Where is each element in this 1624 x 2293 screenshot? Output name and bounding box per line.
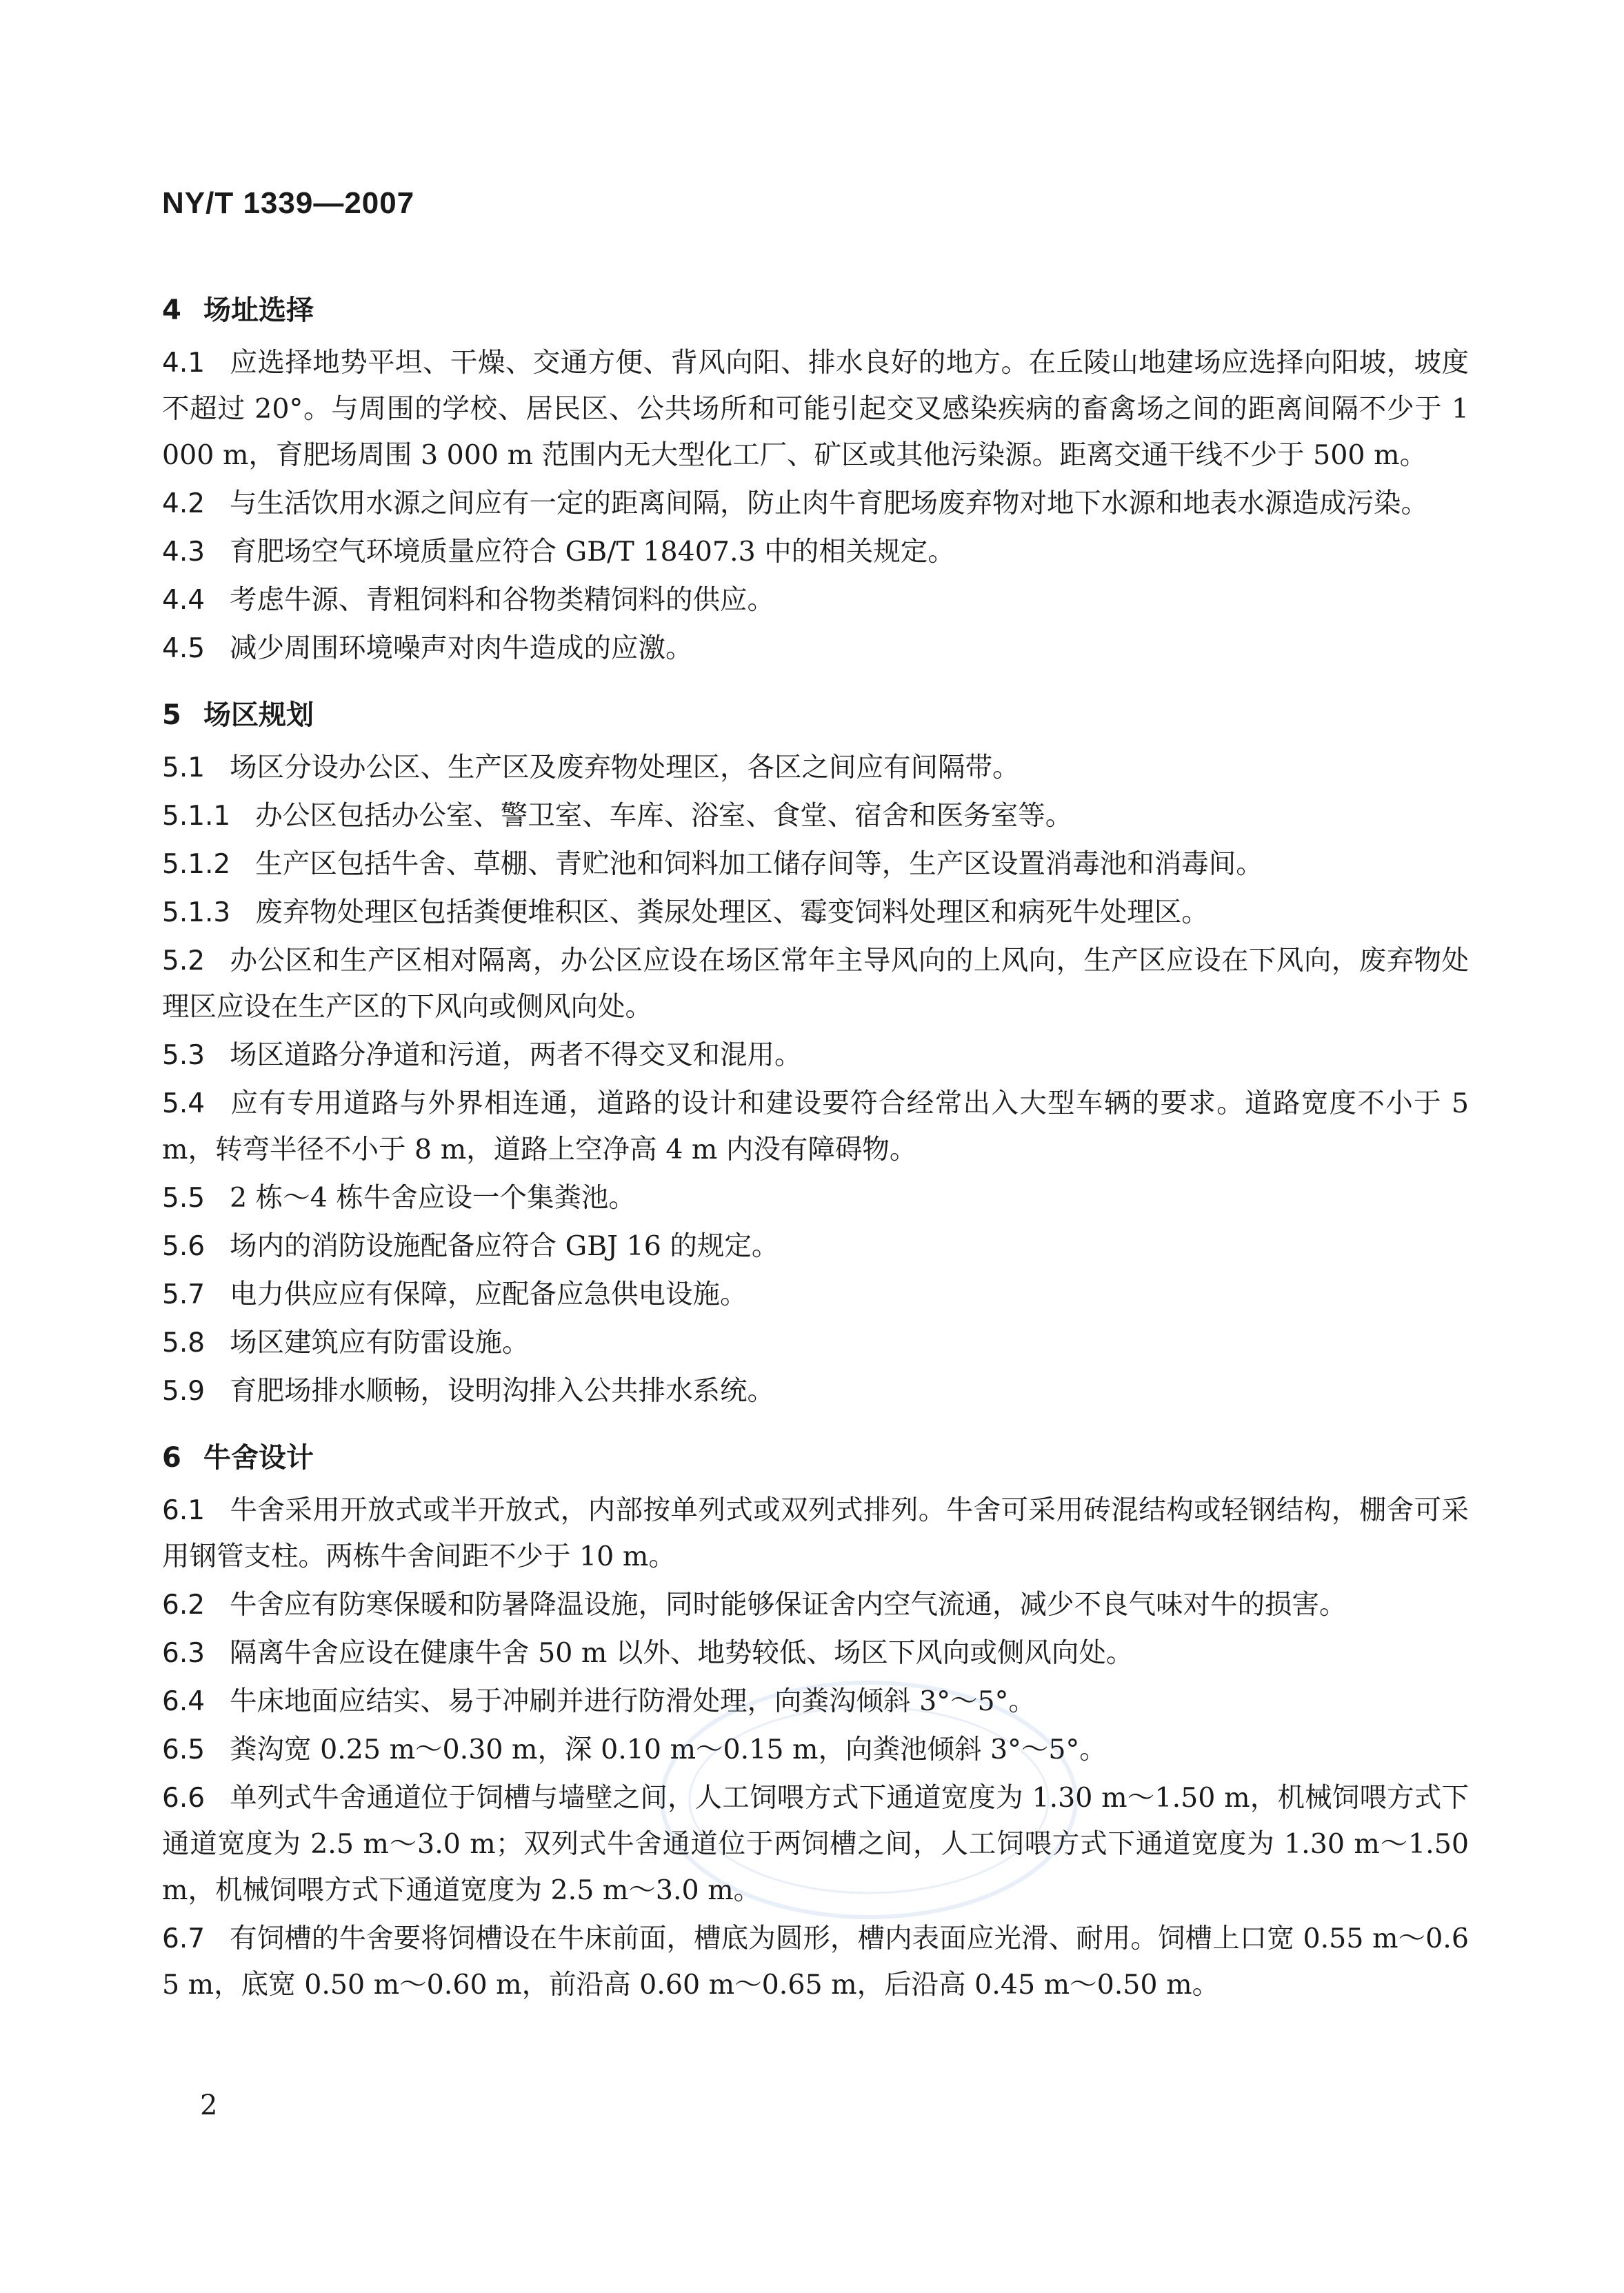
clause-text: 有饲槽的牛舍要将饲槽设在牛床前面，槽底为圆形，槽内表面应光滑、耐用。饲槽上口宽 0.55 m～0.65 m，底宽 0.50 m～0.60 m，前沿高 0.60 m～0.65 m，后沿高 0.45 m～0.50 m。: [162, 1923, 1469, 2001]
clause-number: 4.1: [162, 348, 205, 379]
clause-text: 牛舍采用开放式或半开放式，内部按单列式或双列式排列。牛舍可采用砖混结构或轻钢结构，棚舍可采用钢管支柱。两栋牛舍间距不少于 10 m。: [162, 1494, 1469, 1572]
clause-number: 5.8: [162, 1328, 205, 1359]
clause-text: 应有专用道路与外界相连通，道路的设计和建设要符合经常出入大型车辆的要求。道路宽度不小于 5 m，转弯半径不小于 8 m，道路上空净高 4 m 内没有障碍物。: [162, 1088, 1469, 1165]
clause-text: 牛舍应有防寒保暖和防暑降温设施，同时能够保证舍内空气流通，减少不良气味对牛的损害。: [230, 1589, 1347, 1621]
clause-number: 5.1.1: [162, 801, 231, 832]
section-title: 牛舍设计: [203, 1442, 314, 1474]
clause-text: 2 栋～4 栋牛舍应设一个集粪池。: [230, 1182, 636, 1214]
clause-number: 5.1: [162, 752, 205, 783]
clause-5-2: [162, 938, 1469, 1030]
clause-6-5: [162, 1727, 1469, 1773]
clause-number: 6.7: [162, 1923, 205, 1954]
section-title: 场址选择: [203, 294, 314, 326]
clause-text: 牛床地面应结实、易于冲刷并进行防滑处理，向粪沟倾斜 3°～5°。: [230, 1685, 1036, 1717]
document-body: [162, 286, 1469, 2010]
clause-6-1: [162, 1488, 1469, 1580]
clause-text: 与生活饮用水源之间应有一定的距离间隔，防止肉牛育肥场废弃物对地下水源和地表水源造成污染。: [230, 488, 1429, 519]
clause-text: 育肥场空气环境质量应符合 GB/T 18407.3 中的相关规定。: [230, 536, 955, 568]
clause-text: 单列式牛舍通道位于饲槽与墙壁之间，人工饲喂方式下通道宽度为 1.30 m～1.50 m，机械饲喂方式下通道宽度为 2.5 m～3.0 m；双列式牛舍通道位于两饲槽之间，人工饲喂方式下通道宽度为 1.30 m～1.50 m，机械饲喂方式下通道宽度为 2.5 m～3.0 m。: [162, 1782, 1469, 1906]
clause-5-1: [162, 745, 1469, 791]
clause-text: 电力供应应有保障，应配备应急供电设施。: [230, 1279, 748, 1310]
clause-number: 6.3: [162, 1638, 205, 1669]
clause-number: 4.3: [162, 537, 205, 568]
clause-number: 4.2: [162, 488, 205, 519]
clause-5-8: [162, 1320, 1469, 1366]
section-heading-6: [162, 1434, 1469, 1482]
section-heading-5: [162, 691, 1469, 739]
clause-text: 场区分设办公区、生产区及废弃物处理区，各区之间应有间隔带。: [230, 752, 1020, 783]
clause-6-7: [162, 1916, 1469, 2008]
clause-number: 6.6: [162, 1783, 205, 1814]
section-number: 4: [162, 294, 181, 326]
clause-text: 粪沟宽 0.25 m～0.30 m，深 0.10 m～0.15 m，向粪池倾斜 3°～5°。: [230, 1734, 1107, 1765]
clause-text: 办公区和生产区相对隔离，办公区应设在场区常年主导风向的上风向，生产区应设在下风向，废弃物处理区应设在生产区的下风向或侧风向处。: [162, 945, 1469, 1023]
clause-4-3: [162, 529, 1469, 575]
clause-text: 减少周围环境噪声对肉牛造成的应激。: [230, 632, 693, 664]
clause-number: 6.5: [162, 1734, 205, 1765]
clause-5-1-3: [162, 890, 1469, 936]
clause-number: 6.4: [162, 1686, 205, 1717]
clause-number: 5.5: [162, 1183, 205, 1214]
clause-text: 场内的消防设施配备应符合 GBJ 16 的规定。: [230, 1230, 779, 1262]
clause-5-6: [162, 1223, 1469, 1270]
clause-number: 5.3: [162, 1040, 205, 1071]
clause-number: 5.7: [162, 1279, 205, 1310]
clause-5-4: [162, 1081, 1469, 1173]
clause-5-1-1: [162, 793, 1469, 839]
section-number: 5: [162, 699, 181, 731]
section-heading-4: [162, 286, 1469, 334]
clause-number: 4.5: [162, 633, 205, 664]
clause-6-6: [162, 1775, 1469, 1914]
clause-6-4: [162, 1679, 1469, 1725]
standard-code: NY/T 1339—2007: [162, 186, 415, 220]
clause-text: 场区道路分净道和污道，两者不得交叉和混用。: [230, 1039, 802, 1071]
clause-number: 5.4: [162, 1088, 205, 1119]
page-number: 2: [200, 2090, 218, 2121]
clause-4-4: [162, 577, 1469, 623]
clause-6-3: [162, 1630, 1469, 1676]
clause-5-1-2: [162, 841, 1469, 888]
clause-4-2: [162, 481, 1469, 527]
clause-number: 5.9: [162, 1376, 205, 1407]
clause-5-3: [162, 1032, 1469, 1079]
clause-text: 育肥场排水顺畅，设明沟排入公共排水系统。: [230, 1375, 775, 1407]
clause-text: 隔离牛舍应设在健康牛舍 50 m 以外、地势较低、场区下风向或侧风向处。: [230, 1637, 1134, 1669]
clause-text: 场区建筑应有防雷设施。: [230, 1327, 530, 1359]
clause-text: 废弃物处理区包括粪便堆积区、粪尿处理区、霉变饲料处理区和病死牛处理区。: [255, 897, 1209, 928]
clause-number: 5.1.3: [162, 897, 231, 928]
clause-text: 应选择地势平坦、干燥、交通方便、背风向阳、排水良好的地方。在丘陵山地建场应选择向阳坡，坡度不超过 20°。与周围的学校、居民区、公共场所和可能引起交叉感染疾病的畜禽场之间的距离间隔不少于 1 000 m，育肥场周围 3 000 m 范围内无大型化工厂、矿区或其他污染源。距离交通干线不少于 500 m。: [162, 347, 1469, 471]
section-title: 场区规划: [203, 699, 314, 731]
clause-number: 5.1.2: [162, 849, 231, 880]
clause-4-1: [162, 340, 1469, 479]
section-number: 6: [162, 1442, 181, 1474]
clause-number: 5.2: [162, 945, 205, 977]
clause-text: 生产区包括牛舍、草棚、青贮池和饲料加工储存间等，生产区设置消毒池和消毒间。: [255, 848, 1263, 880]
clause-5-9: [162, 1368, 1469, 1414]
clause-number: 4.4: [162, 585, 205, 616]
clause-number: 6.2: [162, 1590, 205, 1621]
clause-number: 5.6: [162, 1231, 205, 1262]
clause-text: 考虑牛源、青粗饲料和谷物类精饲料的供应。: [230, 584, 775, 616]
clause-5-5: [162, 1175, 1469, 1221]
clause-6-2: [162, 1582, 1469, 1628]
clause-number: 6.1: [162, 1495, 205, 1526]
clause-text: 办公区包括办公室、警卫室、车库、浴室、食堂、宿舍和医务室等。: [255, 800, 1073, 832]
clause-4-5: [162, 625, 1469, 672]
clause-5-7: [162, 1272, 1469, 1318]
